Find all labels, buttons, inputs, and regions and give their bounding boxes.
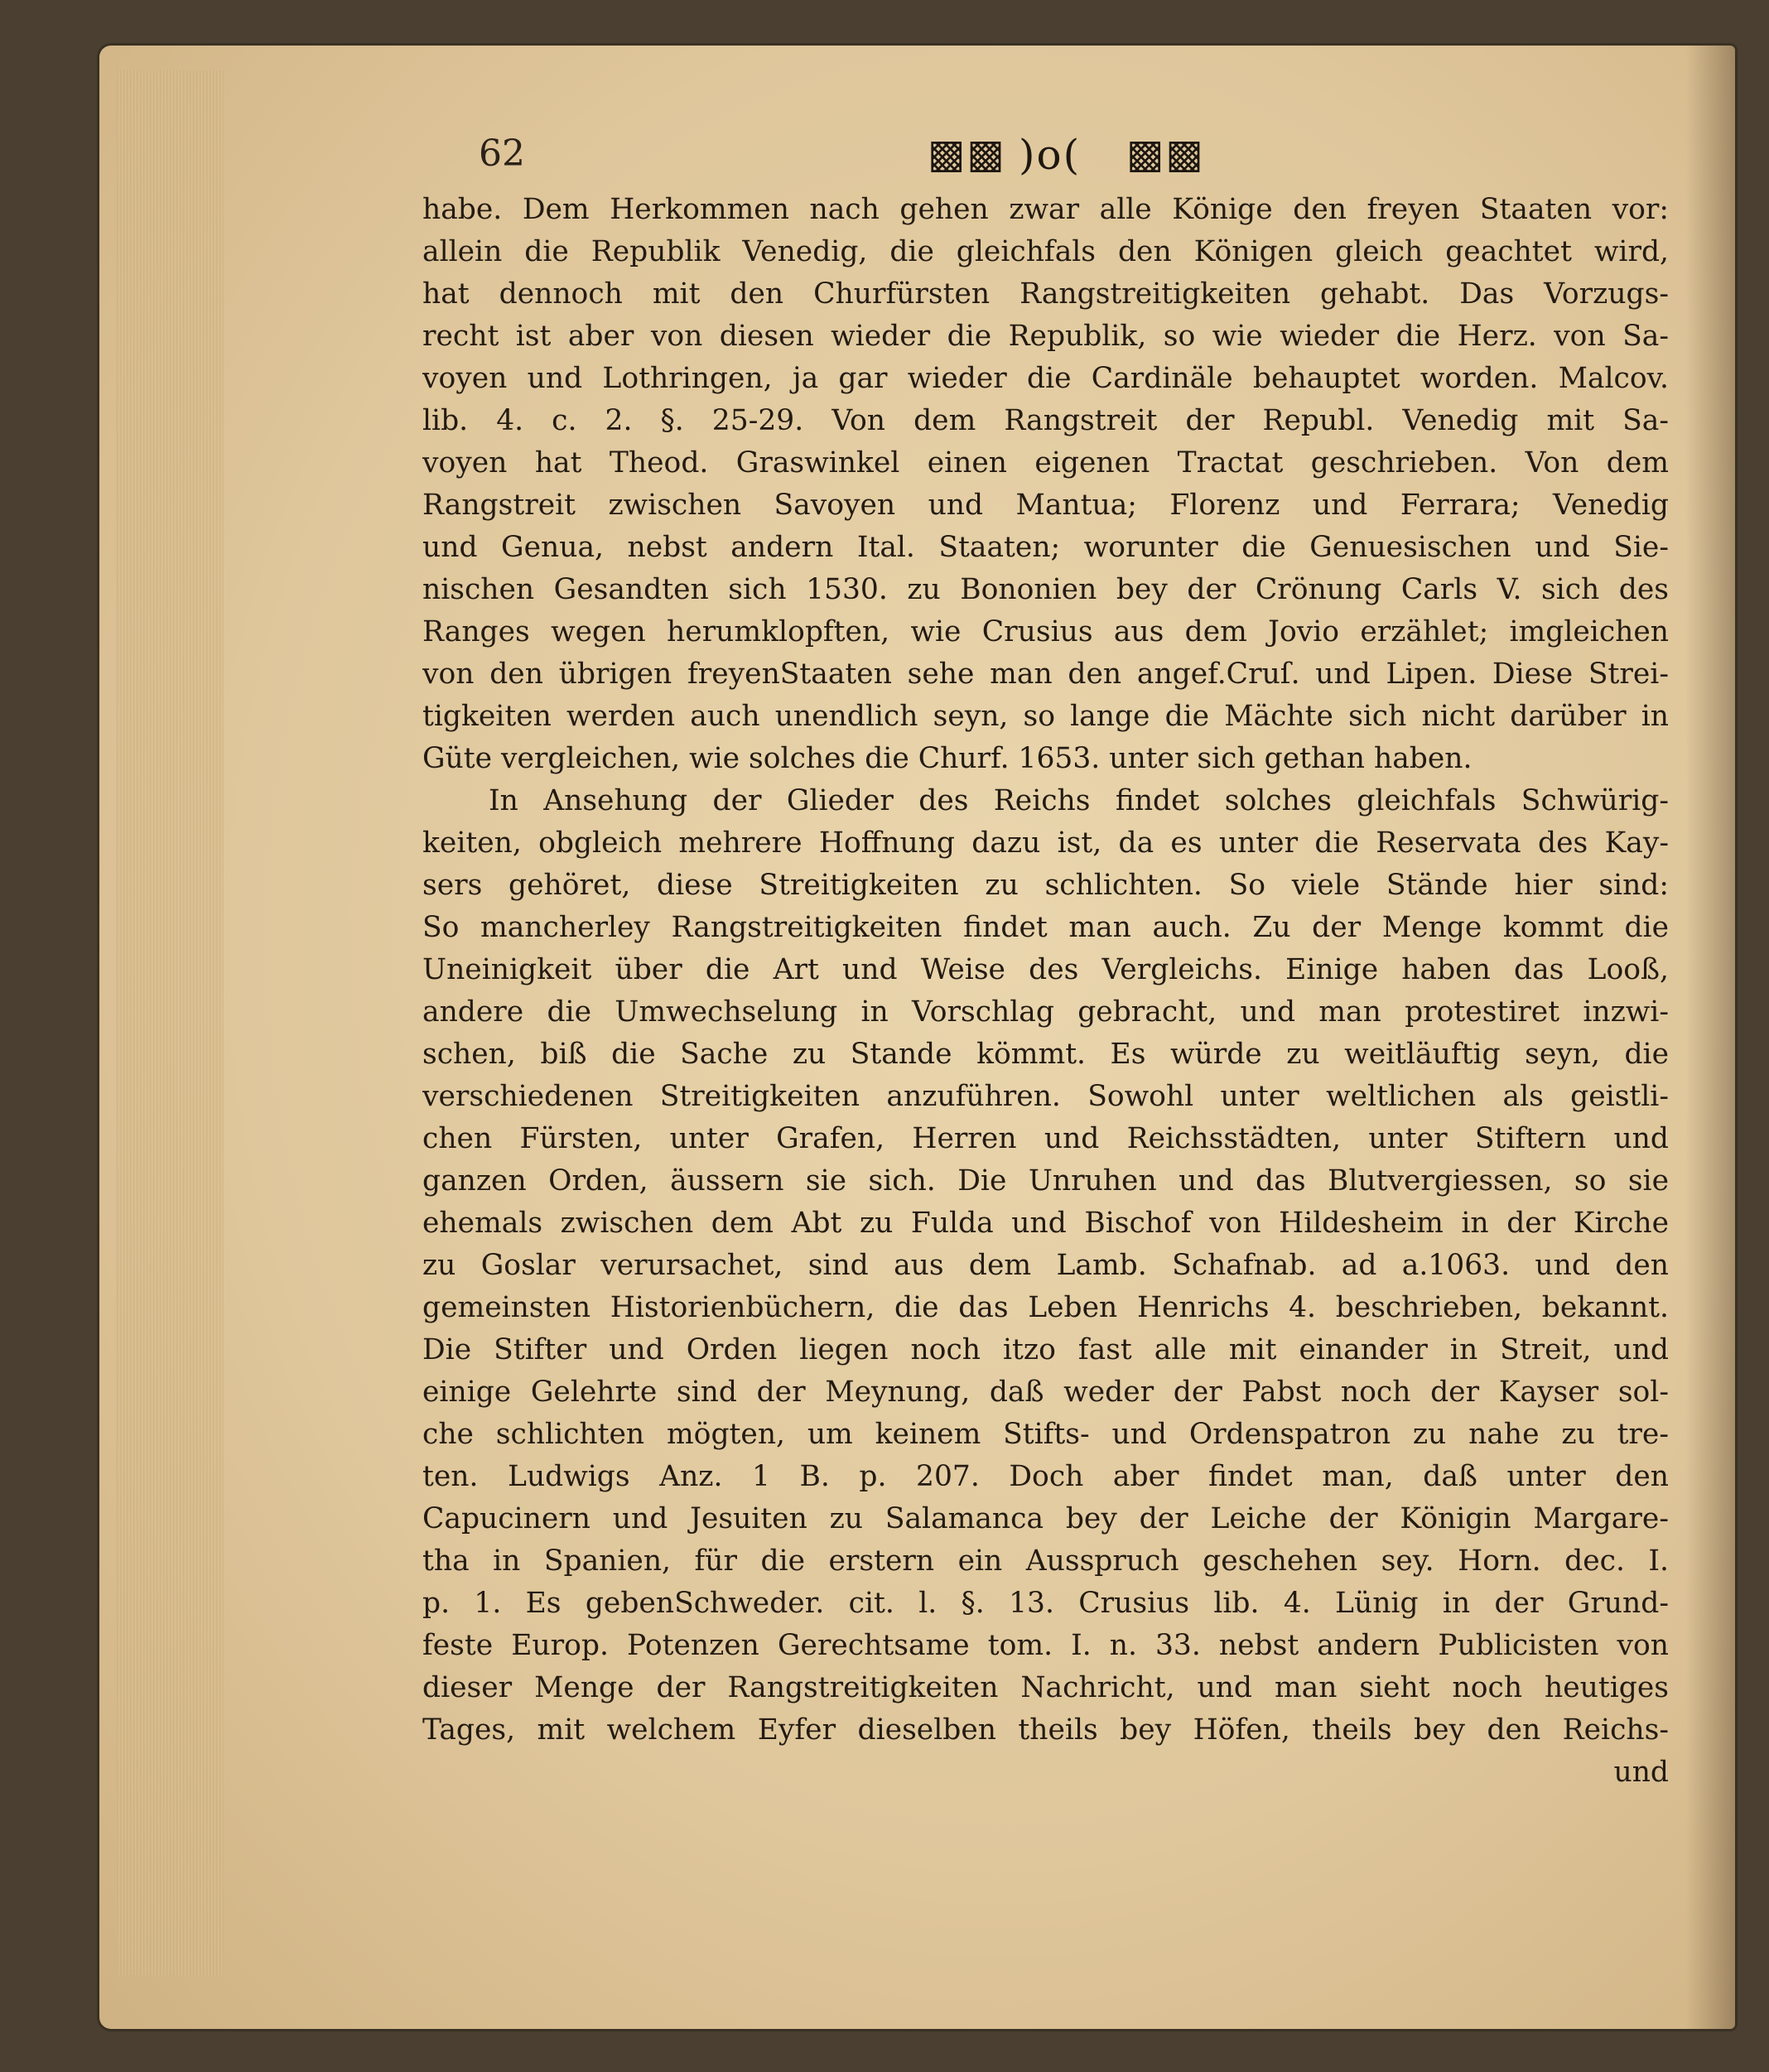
text-line: sers gehöret, diese Streitigkeiten zu schlichten. So viele Stände hier sind: <box>422 869 1669 902</box>
gutter-shadow <box>1685 46 1735 2029</box>
text-line: Tages, mit welchem Eyfer dieselben theils bey Höfen, theils bey den Reichs- <box>422 1713 1669 1747</box>
text-line: voyen und Lothringen, ja gar wieder die Cardinäle behauptet worden. Malcov. <box>422 362 1669 395</box>
text-line: p. 1. Es gebenSchweder. cit. l. §. 13. Crusius lib. 4. Lünig in der Grund- <box>422 1587 1669 1620</box>
text-line: habe. Dem Herkommen nach gehen zwar alle Könige den freyen Staaten vor: <box>422 193 1669 226</box>
text-line: voyen hat Theod. Graswinkel einen eigenen Tractat geschrieben. Von dem <box>422 446 1669 479</box>
right-ornament: ▩▩ <box>1126 131 1205 177</box>
text-line: nischen Gesandten sich 1530. zu Bononien bey der Crönung Carls V. sich des <box>422 573 1669 606</box>
text-line: tigkeiten werden auch unendlich seyn, so lange die Mächte sich nicht darüber in <box>422 700 1669 733</box>
text-line: In Ansehung der Glieder des Reichs findet solches gleichfals Schwürig- <box>489 784 1669 817</box>
text-line: keiten, obgleich mehrere Hoffnung dazu ist, da es unter die Reservata des Kay- <box>422 826 1669 860</box>
text-line: So mancherley Rangstreitigkeiten findet man auch. Zu der Menge kommt die <box>422 911 1669 944</box>
left-ornament: ▩▩ <box>928 131 1006 177</box>
text-line: Capucinern und Jesuiten zu Salamanca bey der Leiche der Königin Margare- <box>422 1502 1669 1535</box>
body-text <box>422 189 1669 1794</box>
text-line: Rangstreit zwischen Savoyen und Mantua; Florenz und Ferrara; Venedig <box>422 489 1669 522</box>
text-line: ganzen Orden, äussern sie sich. Die Unruhen und das Blutvergiessen, so sie <box>422 1164 1669 1197</box>
text-line: Güte vergleichen, wie solches die Churf. 1653. unter sich gethan haben. <box>422 742 1473 775</box>
page-edge-stack <box>116 70 224 1975</box>
text-line: von den übrigen freyenStaaten sehe man den angef.Cruſ. und Lipen. Diese Strei- <box>422 658 1669 691</box>
text-line: lib. 4. c. 2. §. 25-29. Von dem Rangstreit der Republ. Venedig mit Sa- <box>422 404 1669 437</box>
text-line: verschiedenen Streitigkeiten anzuführen. Sowohl unter weltlichen als geistli- <box>422 1080 1669 1113</box>
text-line: Uneinigkeit über die Art und Weise des Vergleichs. Einige haben das Looß, <box>422 953 1669 986</box>
text-line: feste Europ. Potenzen Gerechtsame tom. I. n. 33. nebst andern Publicisten von <box>422 1629 1669 1662</box>
middle-ornament: )o( <box>1019 131 1082 179</box>
text-line: und Genua, nebst andern Ital. Staaten; worunter die Genuesischen und Sie- <box>422 531 1669 564</box>
text-line: hat dennoch mit den Churfürsten Rangstreitigkeiten gehabt. Das Vorzugs- <box>422 277 1669 311</box>
text-line: Die Stifter und Orden liegen noch itzo fast alle mit einander in Streit, und <box>422 1333 1669 1366</box>
text-line: einige Gelehrte sind der Meynung, daß weder der Pabst noch der Kayser sol- <box>422 1376 1669 1409</box>
text-line: ten. Ludwigs Anz. 1 B. p. 207. Doch aber findet man, daß unter den <box>422 1460 1669 1493</box>
running-header <box>381 131 1209 189</box>
page-number: 62 <box>479 133 525 175</box>
text-line: allein die Republik Venedig, die gleichfals den Königen gleich geachtet wird, <box>422 235 1669 268</box>
text-line: gemeinsten Historienbüchern, die das Leben Henrichs 4. beschrieben, bekannt. <box>422 1291 1669 1324</box>
text-line: recht ist aber von diesen wieder die Republik, so wie wieder die Herz. von Sa- <box>422 320 1669 353</box>
text-line: ehemals zwischen dem Abt zu Fulda und Bischof von Hildesheim in der Kirche <box>422 1207 1669 1240</box>
text-line: chen Fürsten, unter Grafen, Herren und Reichsstädten, unter Stiftern und <box>422 1122 1669 1155</box>
text-line: dieser Menge der Rangstreitigkeiten Nachricht, und man sieht noch heutiges <box>422 1671 1669 1704</box>
text-line: zu Goslar verursachet, sind aus dem Lamb. Schafnab. ad a.1063. und den <box>422 1249 1669 1282</box>
catchword: und <box>1613 1756 1669 1789</box>
text-line: Ranges wegen herumklopften, wie Crusius aus dem Jovio erzählet; imgleichen <box>422 615 1669 648</box>
text-line: tha in Spanien, für die erstern ein Ausspruch geschehen sey. Horn. dec. I. <box>422 1544 1669 1578</box>
text-line: che schlichten mögten, um keinem Stifts- und Ordenspatron zu nahe zu tre- <box>422 1418 1669 1451</box>
text-line: andere die Umwechselung in Vorschlag gebracht, und man protestiret inzwi- <box>422 995 1669 1029</box>
text-line: schen, biß die Sache zu Stande kömmt. Es würde zu weitläuftig seyn, die <box>422 1038 1669 1071</box>
